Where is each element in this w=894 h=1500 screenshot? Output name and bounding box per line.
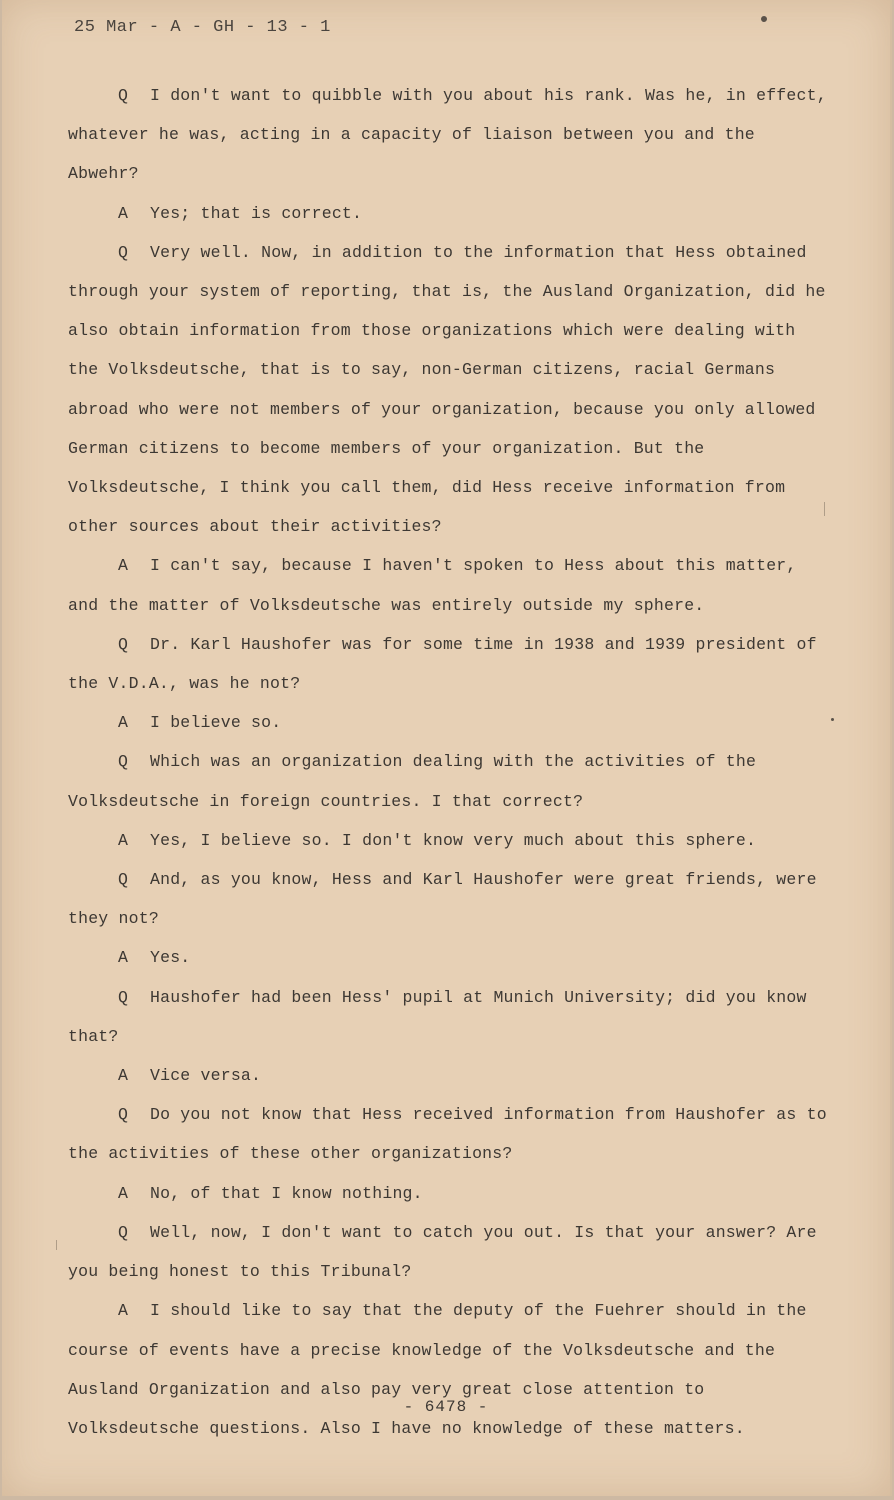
document-page bbox=[2, 0, 892, 1496]
transcript-paragraph bbox=[68, 546, 828, 624]
transcript-paragraph bbox=[68, 625, 828, 703]
speaker-label: A bbox=[118, 713, 129, 733]
page-number: - 6478 - bbox=[403, 1398, 489, 1416]
transcript-paragraph bbox=[68, 233, 828, 547]
speaker-label: Q bbox=[118, 870, 129, 890]
paragraph-text: Yes, I believe so. I don't know very much about this sphere. bbox=[150, 830, 757, 850]
transcript-paragraph bbox=[68, 860, 828, 938]
paragraph-text: Haushofer had been Hess' pupil at Munich University; did you know that? bbox=[68, 987, 807, 1046]
speaker-label: A bbox=[118, 830, 129, 850]
speaker-label: A bbox=[118, 203, 129, 223]
transcript-paragraph bbox=[68, 1056, 828, 1095]
paragraph-text: Vice versa. bbox=[150, 1066, 262, 1086]
paragraph-text: I can't say, because I haven't spoken to Hess about this matter, and the matter of Volksdeutsche was entirely outside my sphere. bbox=[68, 556, 797, 615]
speaker-label: Q bbox=[118, 1222, 129, 1242]
speaker-label: A bbox=[118, 556, 129, 576]
paragraph-text: Do you not know that Hess received information from Haushofer as to the activities of these other organizations? bbox=[68, 1105, 827, 1164]
transcript-paragraph bbox=[68, 194, 828, 233]
speaker-label: Q bbox=[118, 86, 129, 105]
paper-scratch bbox=[56, 1240, 57, 1250]
paper-speck bbox=[761, 16, 767, 22]
paragraph-text: I don't want to quibble with you about his rank. Was he, in effect, whatever he was, acting in a capacity of liaison between you and the Abwehr? bbox=[68, 86, 827, 184]
transcript-body bbox=[68, 76, 828, 1448]
paragraph-text: I should like to say that the deputy of the Fuehrer should in the course of events have a precise knowledge of the Volksdeutsche and the Ausland Organization and also pay very great close attention to Volksdeutsche questions. Also I have no knowledge of these matters. bbox=[68, 1301, 807, 1438]
speaker-label: A bbox=[118, 948, 129, 968]
speaker-label: A bbox=[118, 1183, 129, 1203]
paragraph-text: No, of that I know nothing. bbox=[150, 1183, 423, 1203]
paragraph-text: And, as you know, Hess and Karl Haushofer were great friends, were they not? bbox=[68, 870, 817, 929]
paragraph-text: Which was an organization dealing with the activities of the Volksdeutsche in foreign countries. I that correct? bbox=[68, 752, 757, 811]
transcript-paragraph bbox=[68, 978, 828, 1056]
paragraph-text: Very well. Now, in addition to the information that Hess obtained through your system of reporting, that is, the Ausland Organization, did he also obtain information from those organizations which were dealing with the Volksdeutsche, that is to say, non-German citizens, racial Germans abroad who were not members of your organization, because you only allowed German citizens to become members of your organization. But the Volksdeutsche, I think you call them, did Hess receive information from other sources about their activities? bbox=[68, 242, 826, 537]
transcript-paragraph bbox=[68, 703, 828, 742]
paragraph-text: Well, now, I don't want to catch you out. Is that your answer? Are you being honest to this Tribunal? bbox=[68, 1222, 817, 1282]
speaker-label: Q bbox=[118, 242, 129, 262]
transcript-paragraph bbox=[68, 1291, 828, 1448]
transcript-paragraph bbox=[68, 938, 828, 977]
paragraph-text: I believe so. bbox=[150, 713, 282, 733]
transcript-paragraph bbox=[68, 821, 828, 860]
speaker-label: Q bbox=[118, 752, 129, 772]
speaker-label: Q bbox=[118, 1105, 129, 1125]
transcript-paragraph bbox=[68, 76, 828, 194]
speaker-label: Q bbox=[118, 987, 129, 1007]
paragraph-text: Yes. bbox=[150, 948, 191, 968]
paragraph-text: Dr. Karl Haushofer was for some time in 1938 and 1939 president of the V.D.A., was he not? bbox=[68, 634, 817, 694]
paragraph-text: Yes; that is correct. bbox=[150, 203, 363, 223]
page-header: 25 Mar - A - GH - 13 - 1 bbox=[74, 18, 331, 37]
transcript-paragraph bbox=[68, 1095, 828, 1173]
transcript-paragraph bbox=[68, 1174, 828, 1213]
speaker-label: A bbox=[118, 1066, 129, 1086]
paper-speck bbox=[831, 718, 834, 721]
speaker-label: A bbox=[118, 1301, 129, 1321]
transcript-paragraph bbox=[68, 1213, 828, 1291]
paper-scratch bbox=[824, 502, 825, 516]
speaker-label: Q bbox=[118, 634, 129, 654]
transcript-paragraph bbox=[68, 742, 828, 820]
